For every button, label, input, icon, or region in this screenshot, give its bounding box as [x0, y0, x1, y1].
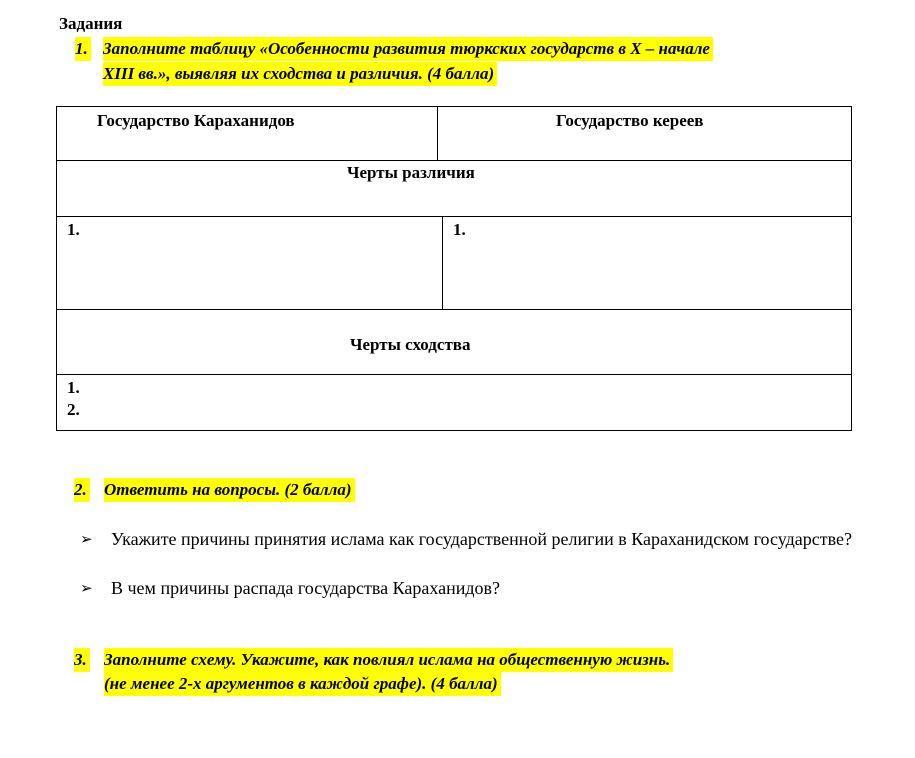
differences-title: Черты различия — [347, 163, 475, 182]
task-1-number: 1. — [75, 37, 91, 61]
task-1-text-line-2: XIII вв.», выявляя их сходства и различия. (4 балла) — [103, 62, 497, 86]
table-row-divider — [57, 160, 851, 161]
header-karakhanid-state: Государство Караханидов — [97, 111, 295, 130]
table-column-divider — [437, 107, 438, 160]
question-text: Укажите причины принятия ислама как государственной религии в Караханидском государстве? — [111, 529, 852, 549]
task-3-number: 3. — [74, 648, 90, 672]
task-2-text: Ответить на вопросы. (2 балла) — [104, 478, 355, 502]
table-row-divider — [57, 309, 851, 310]
table-row-divider — [57, 216, 851, 217]
table-row-divider — [57, 374, 851, 375]
arrowhead-bullet-icon: ➢ — [80, 579, 93, 597]
similarities-title: Черты сходства — [350, 335, 471, 354]
task-1-text-line-1: Заполните таблицу «Особенности развития тюркских государств в X – начале — [103, 37, 713, 61]
header-kerei-state: Государство кереев — [556, 111, 704, 130]
similarity-item[interactable]: 2. — [67, 400, 80, 419]
question-text: В чем причины распада государства Караханидов? — [111, 578, 501, 598]
comparison-table — [56, 106, 852, 431]
difference-item-right[interactable]: 1. — [453, 220, 466, 239]
task-2-number: 2. — [74, 478, 90, 502]
task-3-text-line-1: Заполните схему. Укажите, как повлиял ислама на общественную жизнь. — [104, 648, 673, 672]
similarity-item[interactable]: 1. — [67, 378, 80, 397]
difference-item-left[interactable]: 1. — [67, 220, 80, 239]
table-column-divider — [442, 216, 443, 309]
task-3-text-line-2: (не менее 2-х аргументов в каждой графе). (4 балла) — [104, 672, 501, 696]
arrowhead-bullet-icon: ➢ — [80, 530, 93, 548]
page-heading: Задания — [59, 14, 123, 33]
